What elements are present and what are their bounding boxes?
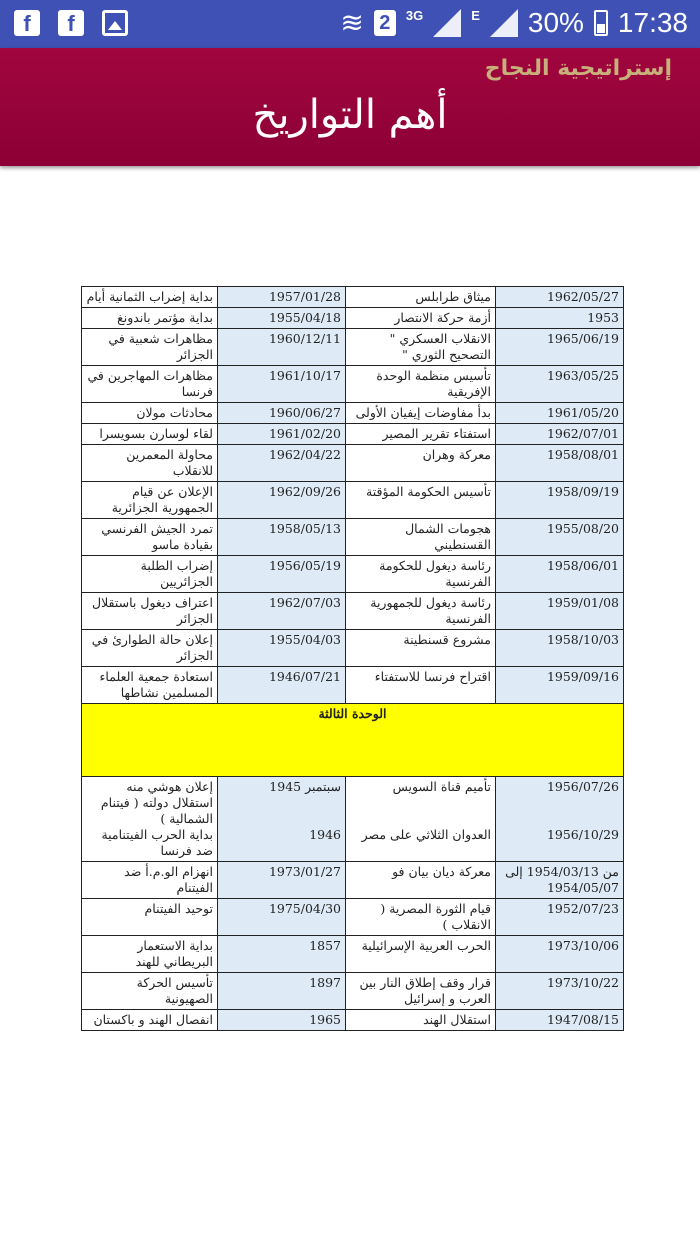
facebook-notification-icon: f <box>14 10 40 36</box>
event-cell: تأسيس منظمة الوحدة الإفريقية <box>346 366 496 403</box>
event-cell: لقاء لوسارن بسويسرا <box>82 424 218 445</box>
event-cell: رئاسة ديغول للجمهورية الفرنسية <box>346 593 496 630</box>
event-cell: بداية إضراب الثمانية أيام <box>82 287 218 308</box>
event-cell: بداية مؤتمر باندونغ <box>82 308 218 329</box>
event-cell: رئاسة ديغول للحكومة الفرنسية <box>346 556 496 593</box>
table-row <box>82 973 624 1010</box>
event-cell: بدأ مفاوضات إيفيان الأولى <box>346 403 496 424</box>
banner-subtitle: إستراتيجية النجاح <box>484 56 672 81</box>
table-row <box>82 308 624 329</box>
sim-indicator: 2 <box>374 10 396 36</box>
event-cell: محاولة المعمرين للانقلاب <box>82 445 218 482</box>
date-cell: 1973/10/22 <box>496 973 624 1010</box>
wifi-icon: ≋ <box>340 7 364 38</box>
table-row <box>82 329 624 366</box>
facebook-notification-icon-2: f <box>58 10 84 36</box>
date-cell: 1959/09/16 <box>496 667 624 704</box>
date-cell: 1956/07/26 1956/10/29 <box>496 777 624 862</box>
date-cell: 1962/04/22 <box>218 445 346 482</box>
event-cell: محادثات مولان <box>82 403 218 424</box>
date-cell: 1963/05/25 <box>496 366 624 403</box>
date-cell: 1962/07/03 <box>218 593 346 630</box>
date-cell: 1961/10/17 <box>218 366 346 403</box>
battery-percent: 30% <box>527 6 584 38</box>
date-cell: 1956/05/19 <box>218 556 346 593</box>
network-type: 3G <box>405 8 424 23</box>
date-cell: 1958/05/13 <box>218 519 346 556</box>
date-cell: 1965/06/19 <box>496 329 624 366</box>
date-cell: 1955/08/20 <box>496 519 624 556</box>
event-cell: مظاهرات شعبية في الجزائر <box>82 329 218 366</box>
date-cell: 1973/10/06 <box>496 936 624 973</box>
table-row <box>82 862 624 899</box>
date-cell: 1947/08/15 <box>496 1010 624 1031</box>
table-row <box>82 424 624 445</box>
event-cell: استفتاء تقرير المصير <box>346 424 496 445</box>
signal-icon <box>433 9 461 37</box>
event-cell: اعتراف ديغول باستقلال الجزائر <box>82 593 218 630</box>
page-title: أهم التواريخ <box>252 92 448 138</box>
event-cell: قيام الثورة المصرية ( الانقلاب ) <box>346 899 496 936</box>
date-cell: 1897 <box>218 973 346 1010</box>
section-header-row <box>82 704 624 777</box>
table-row <box>82 777 624 862</box>
network-type-2: E <box>471 8 480 23</box>
date-cell: من 1954/03/13 إلى 1954/05/07 <box>496 862 624 899</box>
event-cell: توحيد الفيتنام <box>82 899 218 936</box>
event-cell: أزمة حركة الانتصار <box>346 308 496 329</box>
event-cell: تأميم قناة السويس العدوان الثلاثي على مصر <box>346 777 496 862</box>
event-cell: بداية الاستعمار البريطاني للهند <box>82 936 218 973</box>
date-cell: سبتمبر 1945 1946 <box>218 777 346 862</box>
event-cell: إعلان هوشي منه استقلال دولته ( فيتنام الشمالية ) بداية الحرب الفيتنامية ضد فرنسا <box>82 777 218 862</box>
event-cell: مشروع قسنطينة <box>346 630 496 667</box>
event-cell: الإعلان عن قيام الجمهورية الجزائرية <box>82 482 218 519</box>
date-cell: 1958/06/01 <box>496 556 624 593</box>
event-cell: تأسيس الحكومة المؤقتة <box>346 482 496 519</box>
date-cell: 1960/12/11 <box>218 329 346 366</box>
event-cell: الحرب العربية الإسرائيلية <box>346 936 496 973</box>
table-row <box>82 519 624 556</box>
table-row <box>82 403 624 424</box>
table-row <box>82 445 624 482</box>
table-row <box>82 630 624 667</box>
event-cell: استقلال الهند <box>346 1010 496 1031</box>
date-cell: 1973/01/27 <box>218 862 346 899</box>
date-cell: 1960/06/27 <box>218 403 346 424</box>
date-cell: 1955/04/18 <box>218 308 346 329</box>
date-cell: 1957/01/28 <box>218 287 346 308</box>
header-banner <box>0 48 700 166</box>
event-cell: الانقلاب العسكري " التصحيح الثوري " <box>346 329 496 366</box>
event-cell: تمرد الجيش الفرنسي بقيادة ماسو <box>82 519 218 556</box>
table-row <box>82 936 624 973</box>
status-bar <box>0 0 700 48</box>
event-cell: معركة ديان بيان فو <box>346 862 496 899</box>
event-cell: مظاهرات المهاجرين في فرنسا <box>82 366 218 403</box>
clock: 17:38 <box>617 6 688 38</box>
event-cell: انهزام الو.م.أ ضد الفيتنام <box>82 862 218 899</box>
date-cell: 1962/07/01 <box>496 424 624 445</box>
date-cell: 1961/02/20 <box>218 424 346 445</box>
table-row <box>82 366 624 403</box>
date-cell: 1962/05/27 <box>496 287 624 308</box>
event-cell: إعلان حالة الطوارئ في الجزائر <box>82 630 218 667</box>
dates-table <box>81 286 624 1031</box>
event-cell: انفصال الهند و باكستان <box>82 1010 218 1031</box>
date-cell: 1952/07/23 <box>496 899 624 936</box>
table-row <box>82 667 624 704</box>
date-cell: 1958/10/03 <box>496 630 624 667</box>
date-cell: 1959/01/08 <box>496 593 624 630</box>
section-label: الوحدة الثالثة <box>82 704 624 777</box>
event-cell: ميثاق طرابلس <box>346 287 496 308</box>
event-cell: استعادة جمعية العلماء المسلمين نشاطها <box>82 667 218 704</box>
table-row <box>82 899 624 936</box>
event-cell: معركة وهران <box>346 445 496 482</box>
event-cell: إضراب الطلبة الجزائريين <box>82 556 218 593</box>
date-cell: 1961/05/20 <box>496 403 624 424</box>
event-cell: قرار وقف إطلاق النار بين العرب و إسرائيل <box>346 973 496 1010</box>
date-cell: 1857 <box>218 936 346 973</box>
event-cell: هجومات الشمال القسنطيني <box>346 519 496 556</box>
table-row <box>82 593 624 630</box>
table-row <box>82 1010 624 1031</box>
date-cell: 1958/08/01 <box>496 445 624 482</box>
event-cell: تأسيس الحركة الصهيونية <box>82 973 218 1010</box>
date-cell: 1955/04/03 <box>218 630 346 667</box>
date-cell: 1962/09/26 <box>218 482 346 519</box>
event-cell: اقتراح فرنسا للاستفتاء <box>346 667 496 704</box>
battery-icon <box>594 10 608 36</box>
date-cell: 1953 <box>496 308 624 329</box>
date-cell: 1946/07/21 <box>218 667 346 704</box>
date-cell: 1958/09/19 <box>496 482 624 519</box>
date-cell: 1965 <box>218 1010 346 1031</box>
table-row <box>82 287 624 308</box>
image-notification-icon <box>102 10 128 36</box>
date-cell: 1975/04/30 <box>218 899 346 936</box>
signal-icon-2 <box>490 9 518 37</box>
table-row <box>82 556 624 593</box>
table-row <box>82 482 624 519</box>
